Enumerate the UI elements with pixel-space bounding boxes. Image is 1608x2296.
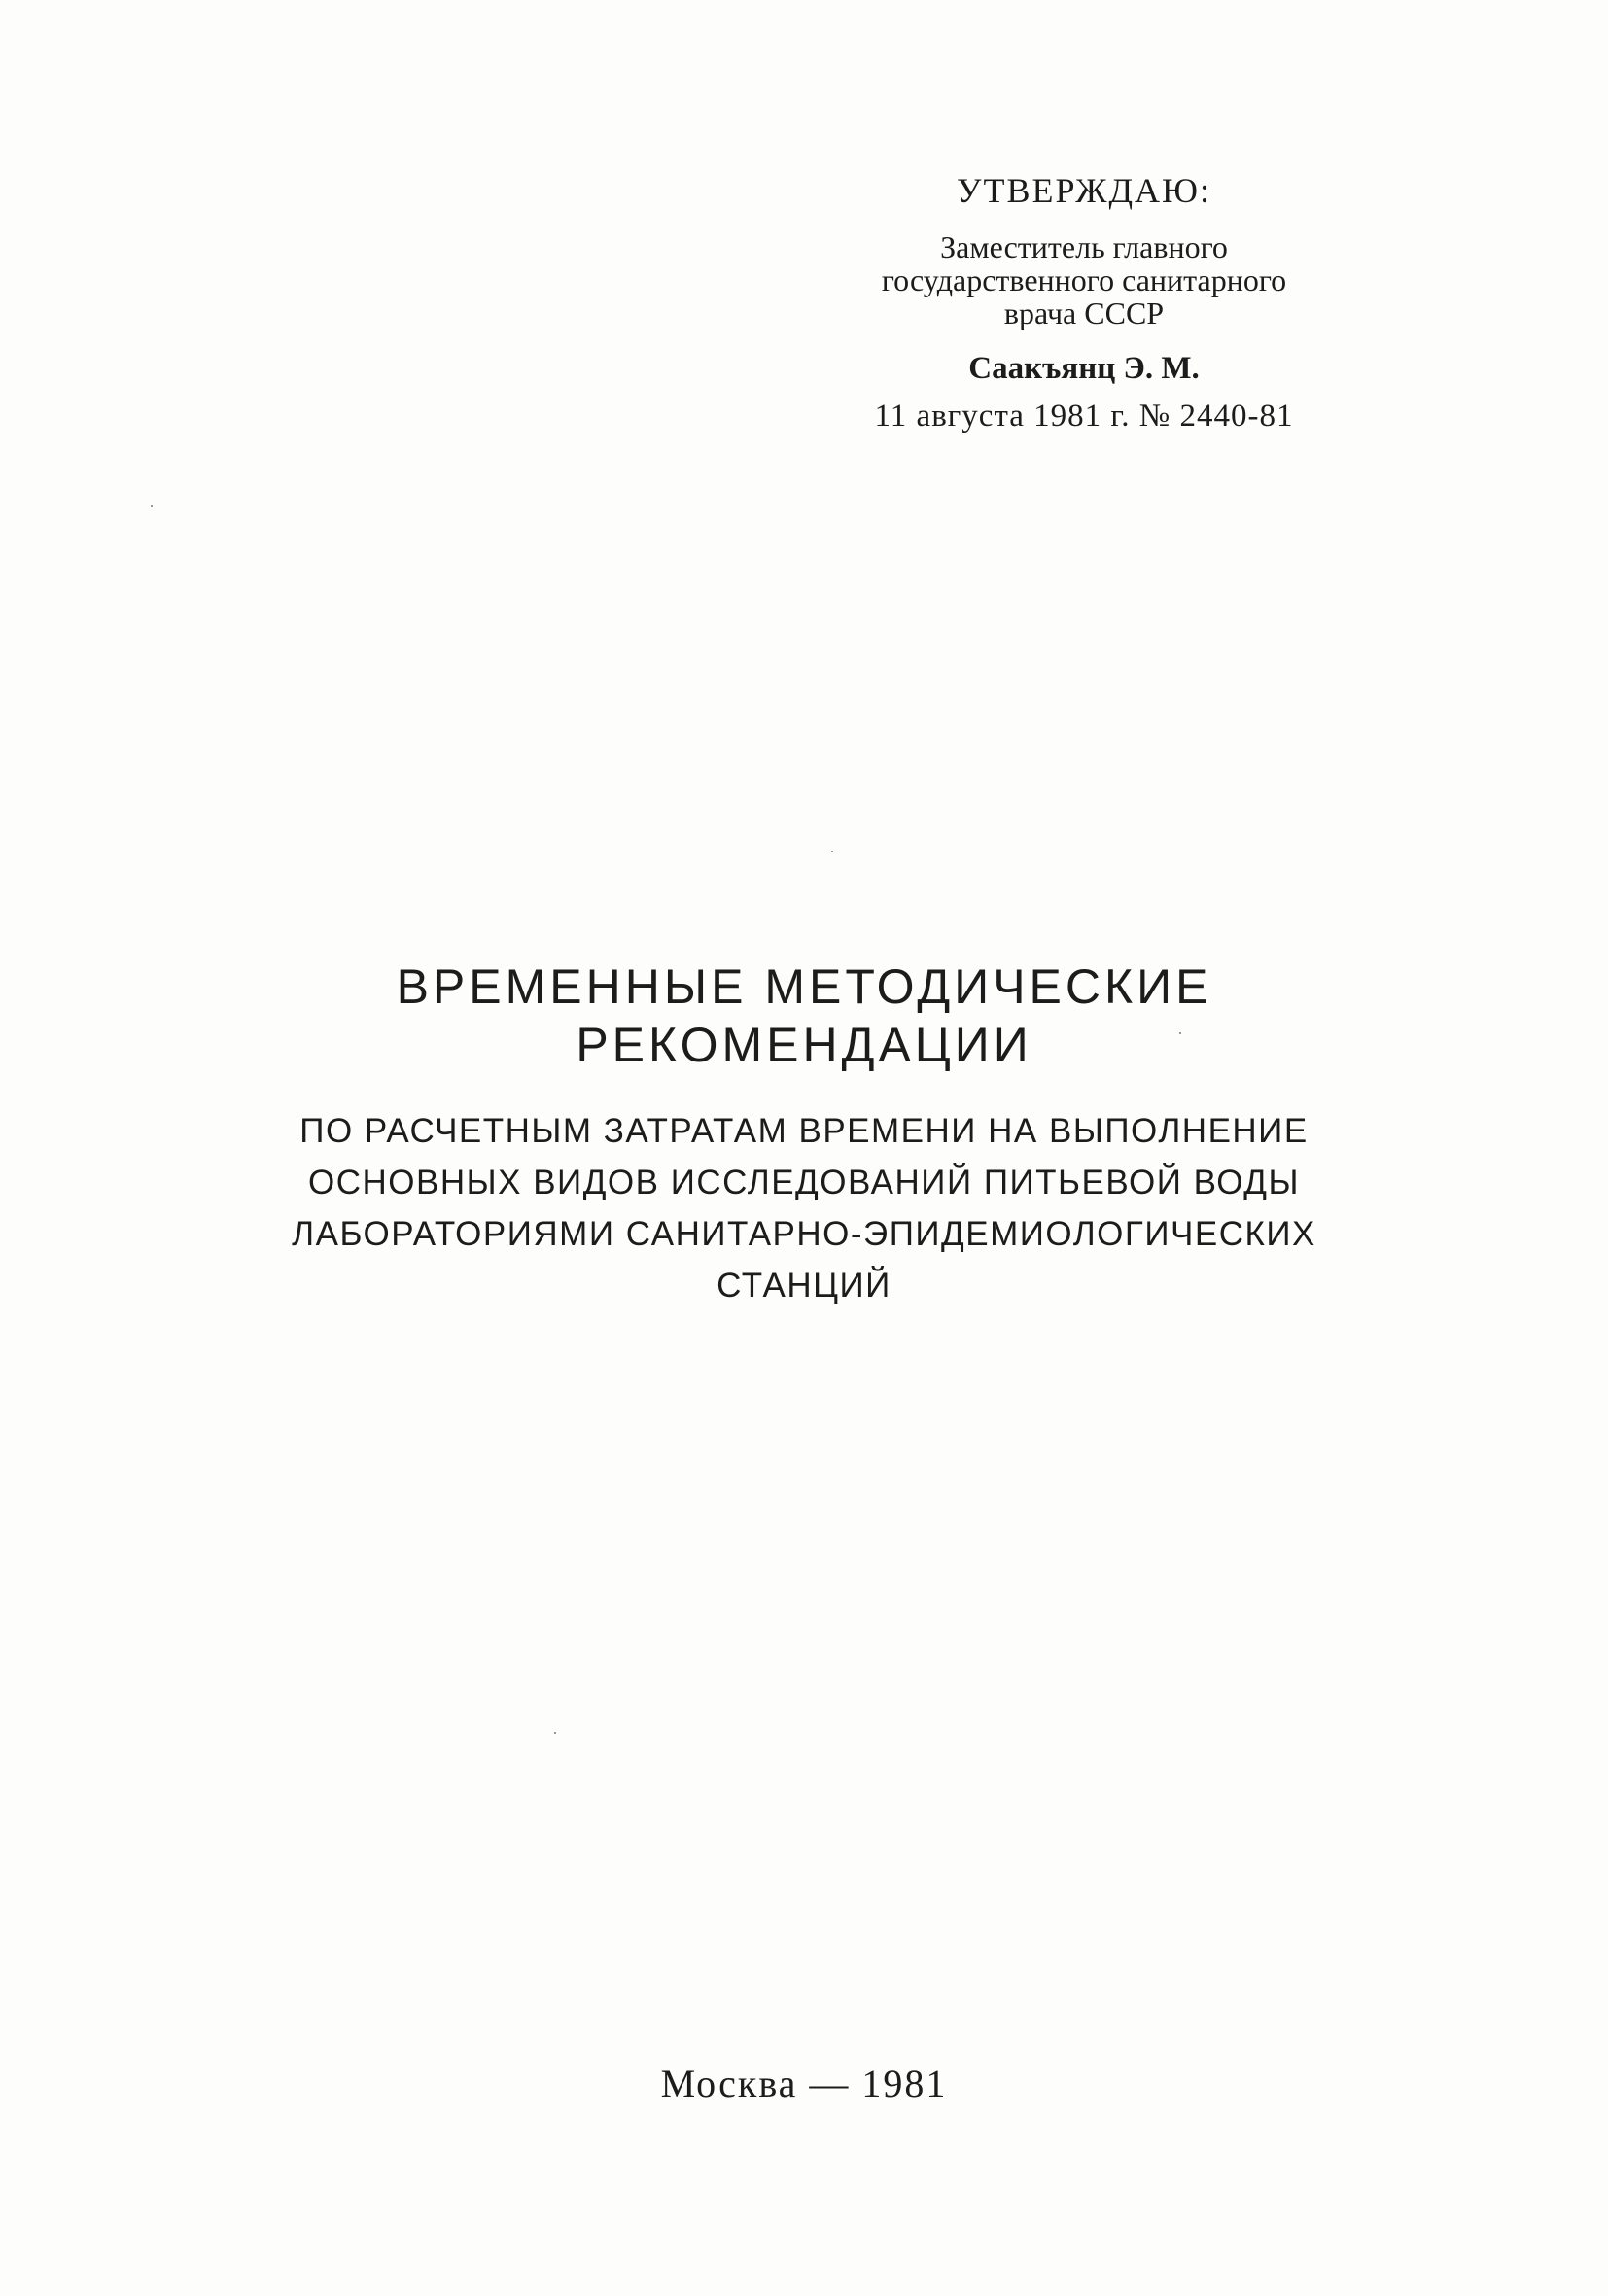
approver-name: Саакъянц Э. М. xyxy=(968,351,1200,386)
approval-position-line-3: врача СССР xyxy=(1003,296,1165,330)
subtitle-line-4: СТАНЦИЙ xyxy=(717,1267,891,1305)
document-title xyxy=(194,957,1414,1074)
subtitle-line-2: ОСНОВНЫХ ВИДОВ ИССЛЕДОВАНИЙ ПИТЬЕВОЙ ВОДЫ xyxy=(308,1164,1300,1201)
scan-speck xyxy=(151,505,153,507)
title-block xyxy=(194,957,1414,1311)
approval-date-number: 11 августа 1981 г. № 2440-81 xyxy=(874,399,1294,434)
publication-place-year: Москва — 1981 xyxy=(660,2062,948,2105)
title-line-1: ВРЕМЕННЫЕ МЕТОДИЧЕСКИЕ xyxy=(396,959,1212,1014)
approval-position-line-1: Заместитель главного xyxy=(940,229,1228,264)
approval-heading: УТВЕРЖДАЮ: xyxy=(956,171,1212,210)
scan-speck xyxy=(554,1732,556,1734)
scan-speck xyxy=(831,851,833,852)
subtitle-line-1: ПО РАСЧЕТНЫМ ЗАТРАТАМ ВРЕМЕНИ НА ВЫПОЛНЕНИЕ xyxy=(299,1112,1309,1150)
document-subtitle xyxy=(194,1105,1414,1311)
approval-block xyxy=(831,170,1337,435)
title-line-2: РЕКОМЕНДАЦИИ xyxy=(576,1018,1032,1072)
approval-position-line-2: государственного санитарного xyxy=(881,262,1287,297)
subtitle-line-3: ЛАБОРАТОРИЯМИ САНИТАРНО-ЭПИДЕМИОЛОГИЧЕСКИХ xyxy=(292,1215,1316,1253)
scan-speck xyxy=(1179,1032,1181,1034)
